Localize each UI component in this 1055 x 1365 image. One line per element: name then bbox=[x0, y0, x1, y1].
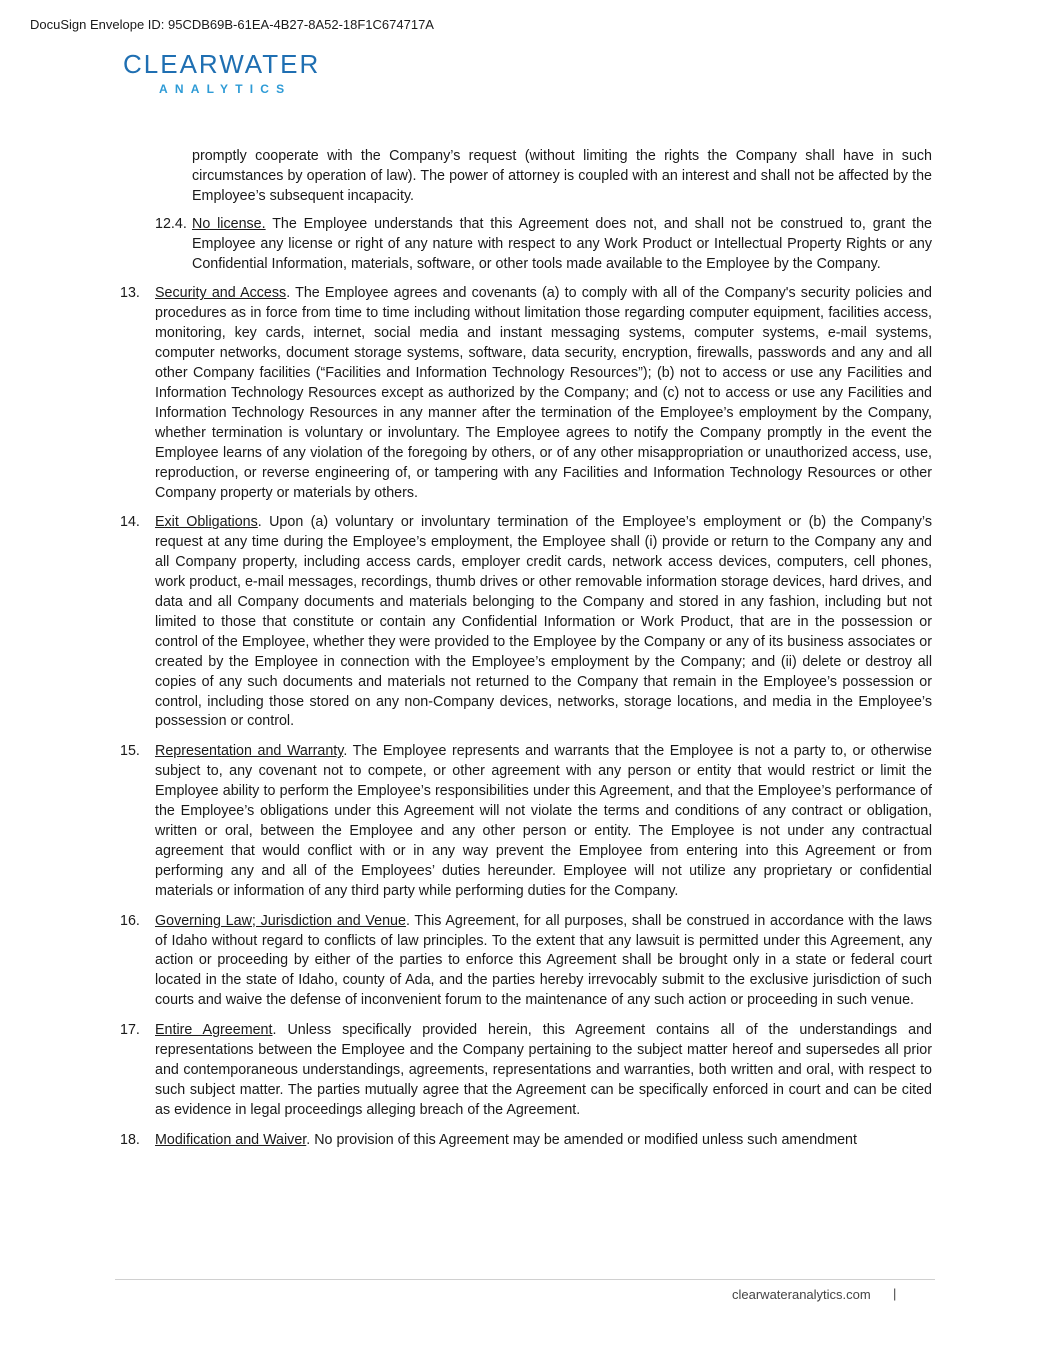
continuation-paragraph: promptly cooperate with the Company’s request (without limiting the rights the Company shall have in such circumstances by operation of law). The power of attorney is coupled with an interest and shall not be affected by the Employee’s subsequent incapacity. bbox=[192, 148, 932, 204]
section-heading: Entire Agreement bbox=[155, 1022, 273, 1039]
section-number: 17. bbox=[120, 1022, 140, 1039]
section-heading: No license. bbox=[192, 215, 266, 232]
section-14 bbox=[120, 513, 932, 732]
section-text: . The Employee represents and warrants that the Employee is not a party to, or otherwise subject to, any covenant not to compete, or other agreement with any person or entity that would restrict or limit the Employee ability to perform the Employee’s responsibilities under this Agreement, and that the Employee’s performance of the Employee’s obligations under this Agreement will not violate the terms and conditions of any contract or obligation, written or oral, between the Employee and any other person or entity. The Employee is not under any contractual agreement that would conflict with or in any way prevent the Employee from entering into this Agreement or from performing any and all of the Employees’ duties hereunder. Employee will not utilize any proprietary or confidential materials or information of any third party while performing duties for the Company. bbox=[155, 743, 932, 899]
section-number: 15. bbox=[120, 743, 140, 760]
logo-name: CLEARWATER bbox=[123, 49, 321, 79]
section-heading: Security and Access bbox=[155, 285, 287, 302]
section-12-4 bbox=[155, 215, 932, 275]
section-body bbox=[155, 1021, 932, 1121]
footer-website: clearwateranalytics.com bbox=[732, 1287, 871, 1302]
section-heading: Representation and Warranty bbox=[155, 743, 344, 760]
section-15 bbox=[120, 742, 932, 901]
section-body bbox=[155, 912, 932, 1012]
section-text: . No provision of this Agreement may be amended or modified unless such amendment bbox=[306, 1131, 857, 1148]
section-text: . Unless specifically provided herein, this Agreement contains all of the understandings and representations between the Employee and the Company pertaining to the subject matter hereof and supersedes all prior and contemporaneous understandings, agreements, representations and warranties, both written and oral, with respect to such subject matter. The parties mutually agree that the Agreement can be specifically enforced in court and can be cited as evidence in legal proceedings alleging breach of the Agreement. bbox=[155, 1022, 933, 1118]
section-body bbox=[192, 215, 932, 275]
section-heading: Exit Obligations bbox=[155, 514, 258, 531]
section-heading: Governing Law; Jurisdiction and Venue bbox=[155, 912, 406, 929]
section-body bbox=[155, 513, 932, 732]
document-body bbox=[120, 147, 932, 1161]
section-number: 12.4. bbox=[155, 215, 187, 232]
section-number: 13. bbox=[120, 285, 140, 302]
section-body bbox=[155, 1131, 932, 1151]
footer-divider bbox=[115, 1279, 935, 1280]
section-13 bbox=[120, 284, 932, 503]
section-body bbox=[155, 742, 932, 901]
footer-separator: | bbox=[893, 1286, 897, 1301]
section-number: 18. bbox=[120, 1131, 140, 1148]
section-heading: Modification and Waiver bbox=[155, 1131, 307, 1148]
company-logo bbox=[123, 50, 343, 96]
section-body bbox=[155, 284, 932, 503]
docusign-envelope-id: DocuSign Envelope ID: 95CDB69B-61EA-4B27-8A52-18F1C674717A bbox=[30, 17, 434, 32]
section-16 bbox=[120, 912, 932, 1012]
section-18 bbox=[120, 1131, 932, 1151]
section-text: . The Employee agrees and covenants (a) to comply with all of the Company's security policies and procedures as in force from time to time including without limitation those regarding computer equipment, facilities access, monitoring, key cards, internet, social media and instant messaging systems, computer systems, e-mail systems, computer networks, document storage systems, software, data security, encryption, firewalls, passwords and any and all other Company facilities (“Facilities and Information Technology Resources”); (b) not to access or use any Facilities and Information Technology Resources except as authorized by the Company; and (c) not to access or use any Facilities and Information Technology Resources in any manner after the termination of the Employee’s employment by the Company, whether termination is voluntary or involuntary. The Employee agrees to notify the Company promptly in the event the Employee learns of any violation of the foregoing by others, or of any other misappropriation or unauthorized access, use, reproduction, or reverse engineering of, or tampering with any Facilities and Information Technology Resources or other Company property or materials by others. bbox=[155, 285, 932, 501]
section-17 bbox=[120, 1021, 932, 1121]
section-number: 14. bbox=[120, 514, 140, 531]
section-number: 16. bbox=[120, 912, 140, 929]
section-text: . Upon (a) voluntary or involuntary termination of the Employee’s employment or (b) the Company’s request at any time during the Employee’s employment, the Employee shall (i) provide or return to the Company any and all Company property, including access cards, employer credit cards, network access devices, computers, cell phones, work product, e-mail messages, recordings, thumb drives or other removable information storage devices, hard drives, and data and all Company documents and materials belonging to the Company and stored in any fashion, including but not limited to those that constitute or contain any Confidential Information or Work Product, that are in the possession or control of the Employee, whether they were provided to the Employee by the Company or any of its business associates or created by the Employee in connection with the Employee’s employment by the Company; and (ii) delete or destroy all copies of any such documents and materials not returned to the Company that remain in the Employee’s possession or control, including those stored on any non-Company devices, networks, storage locations, and media in the Employee’s possession or control. bbox=[155, 514, 932, 730]
section-text: The Employee understands that this Agreement does not, and shall not be construed to, grant the Employee any license or right of any nature with respect to any Work Product or Intellectual Property Rights or any Confidential Information, materials, software, or other tools made available to the Employee by the Company. bbox=[192, 215, 932, 272]
section-text: . This Agreement, for all purposes, shall be construed in accordance with the laws of Idaho without regard to conflicts of law principles. To the extent that any lawsuit is permitted under this Agreement, any action or proceeding by either of the parties to enforce this Agreement shall be brought only in a state or federal court located in the state of Idaho, county of Ada, and the parties hereby irrevocably submit to the exclusive jurisdiction of such courts and waive the defense of inconvenient forum to the maintenance of any such action or proceeding in such venue. bbox=[155, 912, 932, 1009]
logo-tagline: ANALYTICS bbox=[159, 82, 292, 96]
